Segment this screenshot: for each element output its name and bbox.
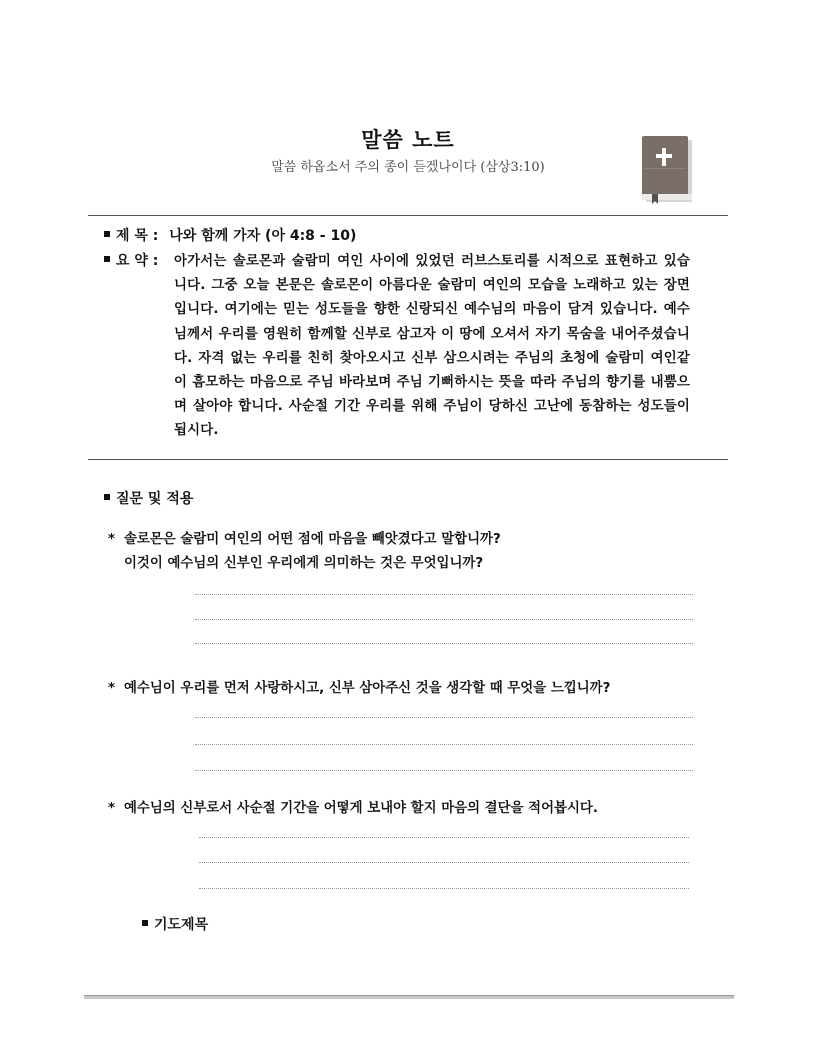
square-bullet-icon (142, 920, 148, 926)
asterisk-bullet: * (108, 681, 116, 696)
sermon-title-row (104, 225, 356, 245)
section-divider (88, 459, 728, 460)
prayer-section-title: 기도제목 (154, 917, 209, 933)
answer-line[interactable] (199, 862, 689, 863)
question-text: 예수님의 신부로서 사순절 기간을 어떻게 보내야 할지 마음의 결단을 적어봅시다. (124, 801, 598, 816)
asterisk-bullet: * (108, 801, 116, 816)
page-subtitle: 말씀 하옵소서 주의 종이 듣겠나이다 (삼상3:10) (271, 160, 545, 175)
square-bullet-icon (104, 256, 110, 262)
question-item (108, 528, 501, 576)
question-text: 이것이 예수님의 신부인 우리에게 의미하는 것은 무엇입니까? (124, 556, 484, 571)
square-bullet-icon (104, 494, 110, 500)
answer-line[interactable] (195, 619, 693, 620)
sermon-title-label: 제 목 : (116, 228, 159, 244)
answer-line[interactable] (195, 594, 693, 595)
prayer-section-header (142, 914, 208, 934)
summary-label: 요 약 : (116, 253, 159, 269)
answer-line[interactable] (199, 888, 689, 889)
question-item (108, 677, 610, 701)
question-text: 솔로몬은 술람미 여인의 어떤 점에 마음을 빼앗겼다고 말합니까? (124, 532, 501, 547)
summary-text: 아가서는 솔로몬과 술람미 여인 사이에 있었던 러브스토리를 시적으로 표현하고 있습니다. 그중 오늘 본문은 솔로몬이 아름다운 술람미 여인의 모습을 노래하고 있는 장면입니다. 여기에는 믿는 성도들을 향한 신랑되신 예수님의 마음이 담겨 있습니다. 예수님께서 우리를 영원히 함께할 신부로 삼고자 이 땅에 오셔서 자기 목숨을 내어주셨습니다. 자격 없는 우리를 친히 찾아오시고 신부 삼으시려는 주님의 초청에 술람미 여인같이 흠모하는 마음으로 주님 바라보며 주님 기뻐하시는 뜻을 따라 주님의 향기를 내뿜으며 살아야 합니다. 사순절 기간 우리를 위해 주님이 당하신 고난에 동참하는 성도들이 됩시다. (174, 254, 690, 439)
questions-section-header (104, 488, 193, 508)
asterisk-bullet: * (108, 532, 116, 547)
square-bullet-icon (104, 231, 110, 237)
question-text: 예수님이 우리를 먼저 사랑하시고, 신부 삼아주신 것을 생각할 때 무엇을 느낍니까? (124, 681, 611, 696)
bible-book-icon (640, 136, 694, 204)
summary-label-row (104, 250, 158, 270)
answer-line[interactable] (199, 837, 689, 838)
answer-line[interactable] (195, 643, 693, 644)
sermon-title-value: 나와 함께 가자 (아 4:8 - 10) (169, 228, 357, 244)
answer-line[interactable] (195, 770, 693, 771)
page-title: 말씀 노트 (361, 128, 455, 152)
answer-line[interactable] (195, 717, 693, 718)
questions-section-title: 질문 및 적용 (116, 491, 194, 507)
question-item (108, 797, 598, 821)
footer-divider (84, 995, 734, 999)
section-divider (88, 215, 728, 216)
answer-line[interactable] (195, 744, 693, 745)
